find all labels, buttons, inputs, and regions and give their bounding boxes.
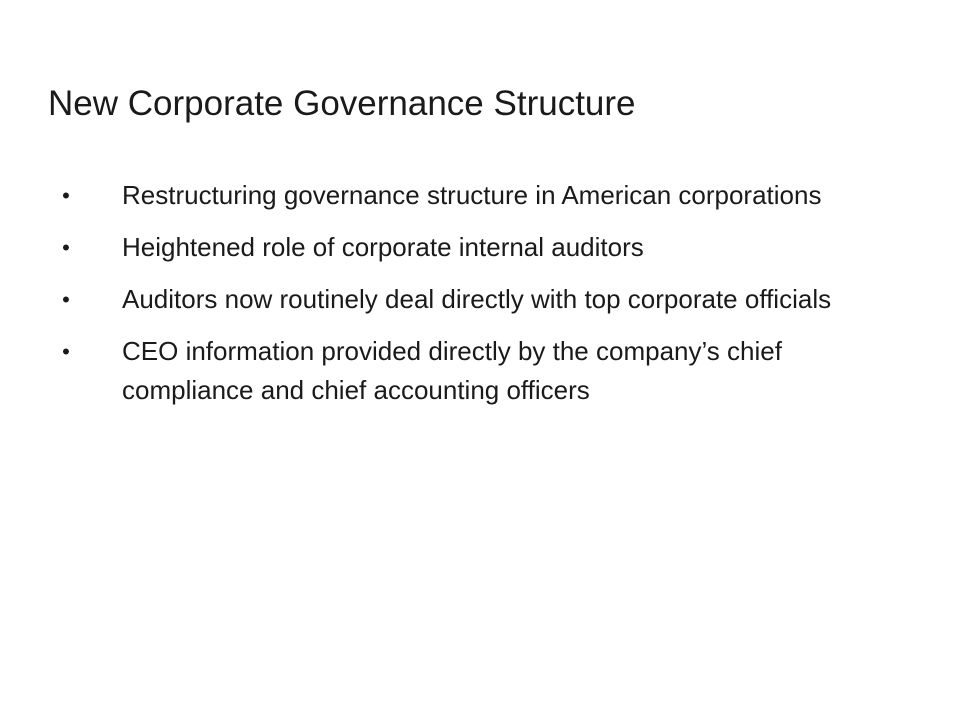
bullet-list	[0, 176, 960, 423]
bullet-icon: •	[62, 235, 70, 260]
bullet-text: CEO information provided directly by the company’s chief compliance and chief accounting officers	[122, 336, 782, 405]
bullet-item	[0, 280, 960, 319]
bullet-item	[0, 332, 960, 410]
bullet-text: Restructuring governance structure in American corporations	[122, 180, 822, 210]
bullet-text: Heightened role of corporate internal auditors	[122, 232, 644, 262]
slide-title: New Corporate Governance Structure	[48, 84, 636, 123]
bullet-text: Auditors now routinely deal directly with top corporate officials	[122, 284, 832, 314]
bullet-icon: •	[62, 183, 70, 208]
bullet-item	[0, 176, 960, 215]
bullet-item	[0, 228, 960, 267]
bullet-icon: •	[62, 339, 70, 364]
bullet-icon: •	[62, 287, 70, 312]
